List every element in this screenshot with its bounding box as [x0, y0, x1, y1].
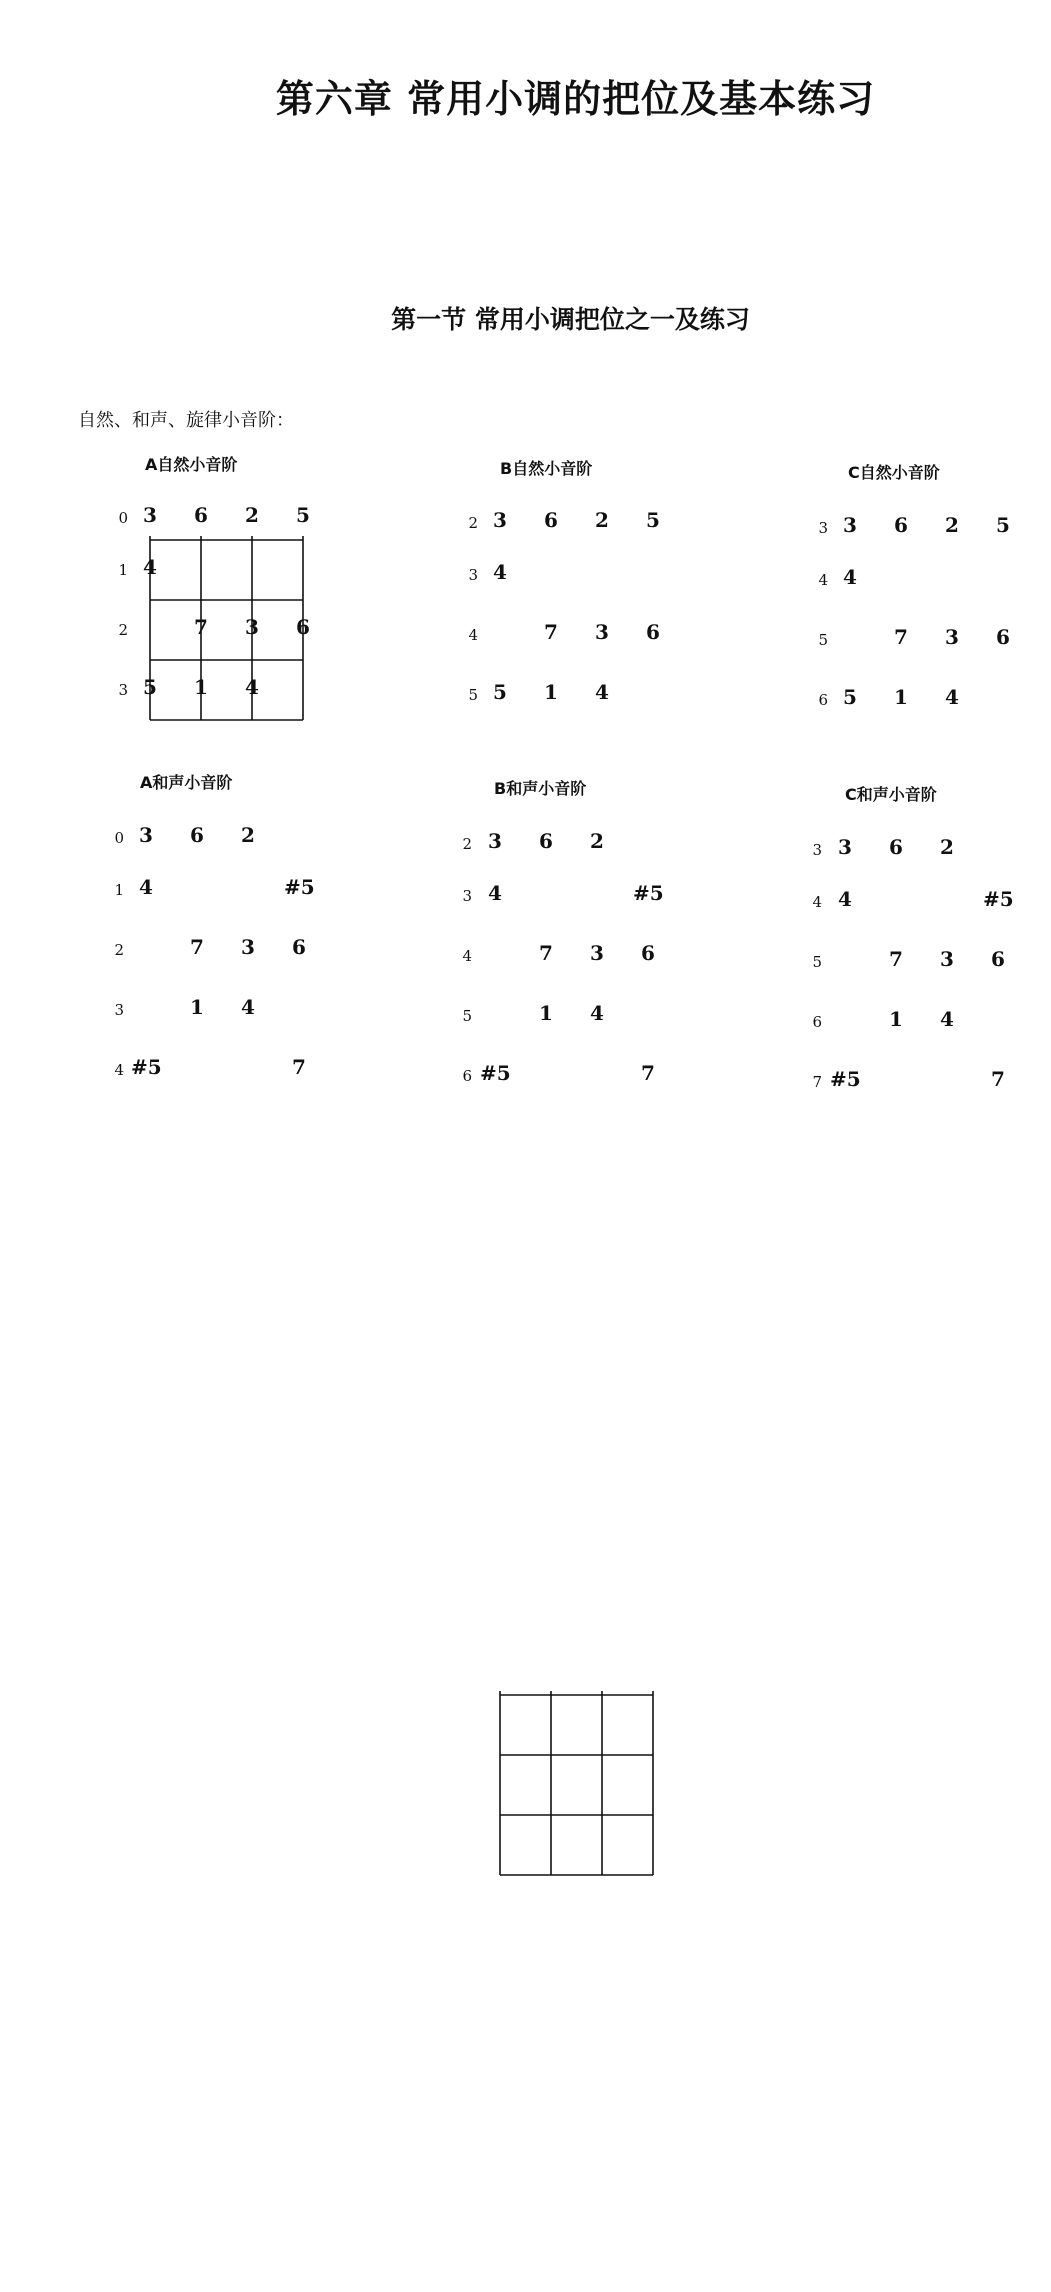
scale-note: 3 [488, 829, 502, 853]
fret-number: 6 [462, 1067, 472, 1085]
scale-note: 7 [641, 1061, 655, 1085]
scale-note: 3 [940, 947, 954, 971]
scale-note: 5 [646, 508, 660, 532]
fret-number: 2 [118, 621, 128, 639]
scale-note: 7 [894, 625, 908, 649]
scale-note: 2 [241, 823, 255, 847]
fret-number: 3 [462, 887, 472, 905]
scale-note: 7 [544, 620, 558, 644]
scale-note: 1 [889, 1007, 903, 1031]
fret-number: 4 [818, 571, 828, 589]
scale-note: 2 [945, 513, 959, 537]
fret-number: 5 [462, 1007, 472, 1025]
fret-number: 3 [812, 841, 822, 859]
fret-number: 3 [818, 519, 828, 537]
scale-note: 5 [843, 685, 857, 709]
scale-note: #5 [983, 887, 1014, 911]
scale-note: 4 [143, 555, 157, 579]
scale-note: 3 [241, 935, 255, 959]
scale-note: 3 [245, 615, 259, 639]
fret-number: 5 [812, 953, 822, 971]
fret-number: 5 [818, 631, 828, 649]
scale-note: 4 [241, 995, 255, 1019]
scale-note: 2 [590, 829, 604, 853]
fretboard-grid [0, 1150, 1051, 2292]
scale-note: 1 [894, 685, 908, 709]
scale-note: 6 [539, 829, 553, 853]
scale-note: 5 [296, 503, 310, 527]
fret-number: 3 [114, 1001, 124, 1019]
scale-note: 2 [245, 503, 259, 527]
intro-text: 自然、和声、旋律小音阶： [78, 410, 294, 431]
scale-note: 2 [595, 508, 609, 532]
scale-note: 6 [991, 947, 1005, 971]
diagram-title: A自然小音阶 [145, 455, 238, 474]
scale-note: 1 [544, 680, 558, 704]
scale-note: 5 [143, 675, 157, 699]
fret-number: 6 [818, 691, 828, 709]
diagram-title: B自然小音阶 [500, 459, 593, 478]
scale-note: 7 [190, 935, 204, 959]
scale-note: 6 [894, 513, 908, 537]
scale-note: 7 [194, 615, 208, 639]
scale-note: 6 [292, 935, 306, 959]
scale-note: 4 [940, 1007, 954, 1031]
scale-note: 7 [539, 941, 553, 965]
fret-number: 3 [468, 566, 478, 584]
scale-note: 4 [488, 881, 502, 905]
scale-note: 3 [945, 625, 959, 649]
fret-number: 2 [462, 835, 472, 853]
scale-note: 6 [194, 503, 208, 527]
scale-note: 3 [595, 620, 609, 644]
scale-note: 3 [139, 823, 153, 847]
scale-note: #5 [131, 1055, 162, 1079]
fret-number: 4 [114, 1061, 124, 1079]
scale-note: 4 [945, 685, 959, 709]
scale-note: 4 [595, 680, 609, 704]
fret-number: 2 [114, 941, 124, 959]
fret-number: 7 [812, 1073, 822, 1091]
chapter-title: 第六章 常用小调的把位及基本练习 [275, 76, 876, 121]
fret-number: 1 [114, 881, 124, 899]
fret-number: 1 [118, 561, 128, 579]
scale-note: 4 [493, 560, 507, 584]
fret-number: 3 [118, 681, 128, 699]
scale-note: 6 [296, 615, 310, 639]
fret-number: 0 [118, 509, 128, 527]
scale-note: 6 [641, 941, 655, 965]
scale-note: 6 [889, 835, 903, 859]
scale-note: 3 [143, 503, 157, 527]
scale-note: #5 [480, 1061, 511, 1085]
fret-number: 4 [468, 626, 478, 644]
fret-number: 5 [468, 686, 478, 704]
scale-note: 4 [590, 1001, 604, 1025]
scale-note: 3 [843, 513, 857, 537]
scale-note: 4 [843, 565, 857, 589]
diagram-title: C和声小音阶 [845, 785, 937, 804]
scale-note: 5 [493, 680, 507, 704]
scale-note: 6 [190, 823, 204, 847]
fret-number: 0 [114, 829, 124, 847]
fret-number: 4 [812, 893, 822, 911]
scale-note: 1 [190, 995, 204, 1019]
section-title: 第一节 常用小调把位之一及练习 [391, 305, 750, 334]
scale-note: 4 [139, 875, 153, 899]
scale-note: 3 [590, 941, 604, 965]
fret-number: 2 [468, 514, 478, 532]
scale-note: 6 [646, 620, 660, 644]
scale-note: 4 [838, 887, 852, 911]
fret-number: 6 [812, 1013, 822, 1031]
scale-note: #5 [633, 881, 664, 905]
scale-note: 7 [889, 947, 903, 971]
fret-number: 4 [462, 947, 472, 965]
scale-note: 6 [544, 508, 558, 532]
diagram-title: B和声小音阶 [494, 779, 587, 798]
scale-note: #5 [284, 875, 315, 899]
scale-note: 1 [194, 675, 208, 699]
diagram-title: A和声小音阶 [140, 773, 233, 792]
scale-note: 3 [493, 508, 507, 532]
scale-note: 1 [539, 1001, 553, 1025]
scale-note: 3 [838, 835, 852, 859]
scale-note: 4 [245, 675, 259, 699]
scale-note: #5 [830, 1067, 861, 1091]
scale-note: 2 [940, 835, 954, 859]
scale-note: 7 [991, 1067, 1005, 1091]
scale-note: 5 [996, 513, 1010, 537]
scale-note: 7 [292, 1055, 306, 1079]
scale-note: 6 [996, 625, 1010, 649]
diagram-title: C自然小音阶 [848, 463, 940, 482]
